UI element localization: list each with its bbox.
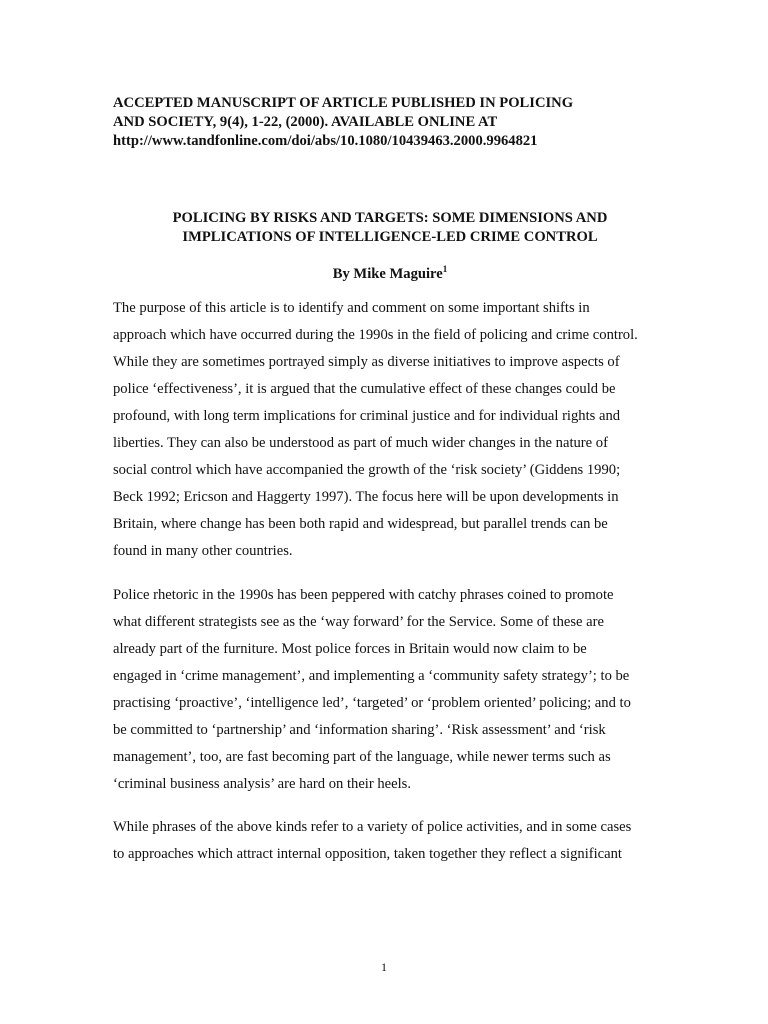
- manuscript-notice-line: ACCEPTED MANUSCRIPT OF ARTICLE PUBLISHED IN POLICING: [113, 95, 574, 111]
- footnote-marker: 1: [442, 264, 448, 274]
- text-line: The purpose of this article is to identify and comment on some important shifts in: [113, 300, 590, 316]
- text-line: social control which have accompanied the growth of the ‘risk society’ (Giddens 1990;: [113, 462, 621, 478]
- author-name: By Mike Maguire: [332, 266, 443, 282]
- text-line: engaged in ‘crime management’, and implementing a ‘community safety strategy’; to be: [113, 668, 630, 684]
- manuscript-notice: [113, 94, 673, 151]
- text-line: management’, too, are fast becoming part of the language, while newer terms such as: [113, 749, 611, 765]
- text-line: ‘criminal business analysis’ are hard on their heels.: [113, 776, 411, 792]
- body-paragraph: [113, 586, 673, 802]
- text-line: Police rhetoric in the 1990s has been peppered with catchy phrases coined to promote: [113, 587, 614, 603]
- text-line: approach which have occurred during the 1990s in the field of policing and crime control.: [113, 327, 638, 343]
- text-line: Britain, where change has been both rapid and widespread, but parallel trends can be: [113, 516, 608, 532]
- text-line: liberties. They can also be understood as part of much wider changes in the nature of: [113, 435, 608, 451]
- text-line: While phrases of the above kinds refer to a variety of police activities, and in some cases: [113, 819, 632, 835]
- text-line: Beck 1992; Ericson and Haggerty 1997). The focus here will be upon developments in: [113, 489, 619, 505]
- text-line: be committed to ‘partnership’ and ‘information sharing’. ‘Risk assessment’ and ‘risk: [113, 722, 606, 738]
- body-paragraph: [113, 818, 673, 872]
- text-line: what different strategists see as the ‘way forward’ for the Service. Some of these are: [113, 614, 604, 630]
- text-line: already part of the furniture. Most police forces in Britain would now claim to be: [113, 641, 587, 657]
- author-byline: [90, 265, 690, 284]
- body-paragraph: [113, 299, 673, 569]
- text-line: practising ‘proactive’, ‘intelligence led’, ‘targeted’ or ‘problem oriented’ policing; and to: [113, 695, 631, 711]
- article-title-line: POLICING BY RISKS AND TARGETS: SOME DIMENSIONS AND: [172, 210, 608, 226]
- text-line: found in many other countries.: [113, 543, 293, 559]
- text-line: to approaches which attract internal opposition, taken together they reflect a significant: [113, 846, 622, 862]
- article-title-line: IMPLICATIONS OF INTELLIGENCE-LED CRIME CONTROL: [182, 229, 598, 245]
- article-title: [90, 209, 690, 247]
- text-line: While they are sometimes portrayed simply as diverse initiatives to improve aspects of: [113, 354, 620, 370]
- text-line: profound, with long term implications for criminal justice and for individual rights and: [113, 408, 621, 424]
- text-line: police ‘effectiveness’, it is argued that the cumulative effect of these changes could be: [113, 381, 616, 397]
- page-number: 1: [381, 960, 387, 974]
- manuscript-url-line: http://www.tandfonline.com/doi/abs/10.1080/10439463.2000.9964821: [113, 133, 538, 149]
- manuscript-notice-line: AND SOCIETY, 9(4), 1-22, (2000). AVAILABLE ONLINE AT: [113, 114, 498, 130]
